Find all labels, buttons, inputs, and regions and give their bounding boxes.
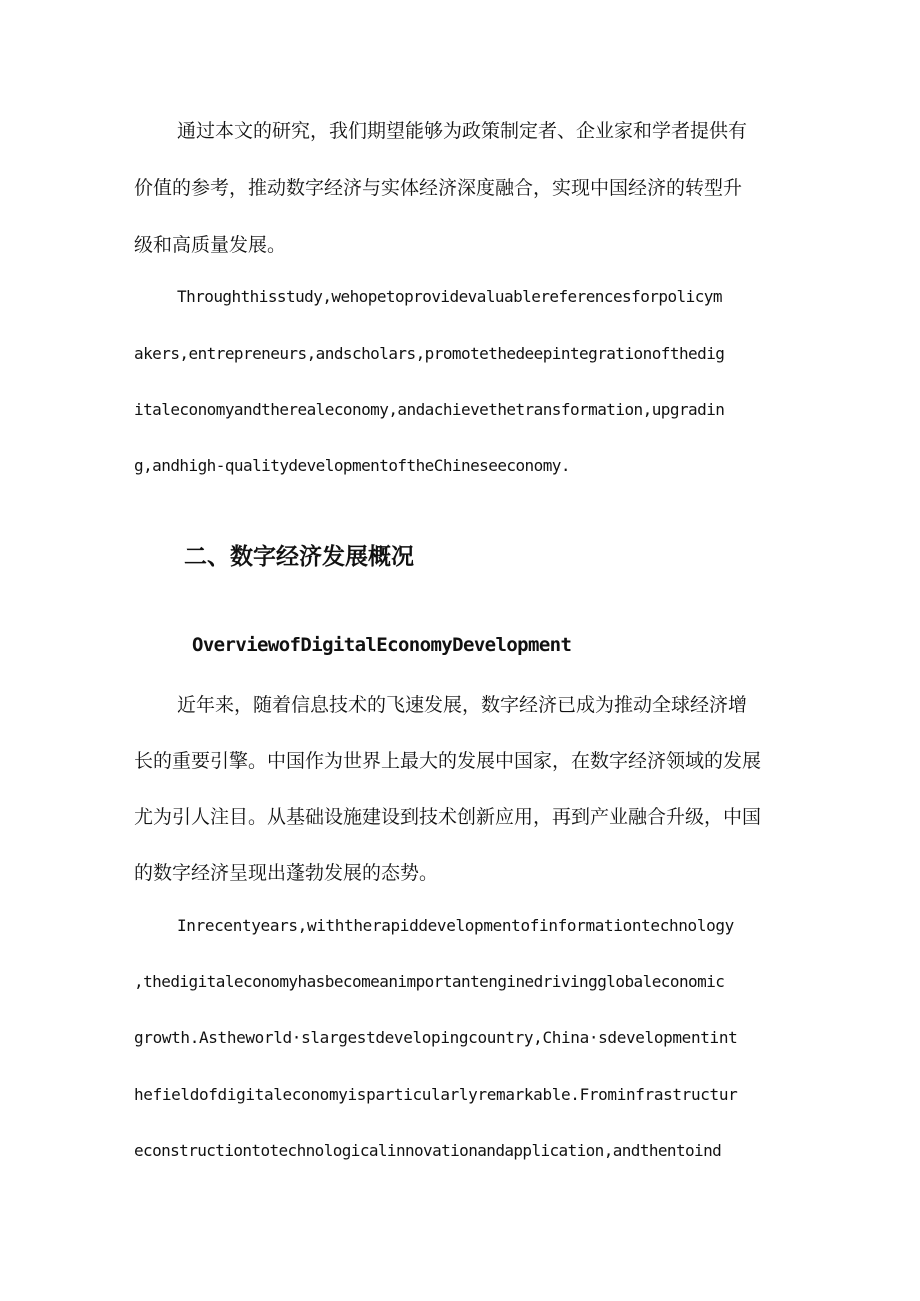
paragraph-line: hefieldofdigitaleconomyisparticularlyremarkable.Frominfrastructur [134, 1085, 738, 1104]
paragraph-line: italeconomyandtherealeconomy,andachievethetransformation,upgradin [134, 400, 725, 419]
paragraph-line: growth.Astheworld·slargestdevelopingcountry,China·sdevelopmentint [134, 1028, 738, 1047]
paragraph-line: Throughthisstudy,wehopetoprovidevaluablereferencesforpolicym [177, 287, 722, 306]
paragraph-line: 长的重要引擎。中国作为世界上最大的发展中国家，在数字经济领域的发展 [134, 750, 762, 772]
section-subheading: OverviewofDigitalEconomyDevelopment [192, 634, 572, 656]
paragraph-line: 尤为引人注目。从基础设施建设到技术创新应用，再到产业融合升级，中国 [134, 806, 762, 828]
paragraph-line: Inrecentyears,withtherapiddevelopmentofinformationtechnology [177, 916, 734, 935]
section-heading: 二、数字经济发展概况 [184, 543, 414, 570]
paragraph-line: 级和高质量发展。 [134, 234, 287, 256]
paragraph-line: 的数字经济呈现出蓬勃发展的态势。 [134, 862, 439, 884]
paragraph-line: 价值的参考，推动数字经济与实体经济深度融合，实现中国经济的转型升 [134, 177, 743, 199]
paragraph-line: ,thedigitaleconomyhasbecomeanimportantenginedrivingglobaleconomic [134, 972, 725, 991]
paragraph-line: akers,entrepreneurs,andscholars,promotethedeepintegrationofthedig [134, 344, 725, 363]
paragraph-line: 通过本文的研究，我们期望能够为政策制定者、企业家和学者提供有 [177, 120, 748, 142]
paragraph-line: g,andhigh-qualitydevelopmentoftheChineseeconomy. [134, 456, 570, 475]
paragraph-line: econstructiontotechnologicalinnovationandapplication,andthentoind [134, 1141, 722, 1160]
paragraph-line: 近年来，随着信息技术的飞速发展，数字经济已成为推动全球经济增 [177, 694, 748, 716]
